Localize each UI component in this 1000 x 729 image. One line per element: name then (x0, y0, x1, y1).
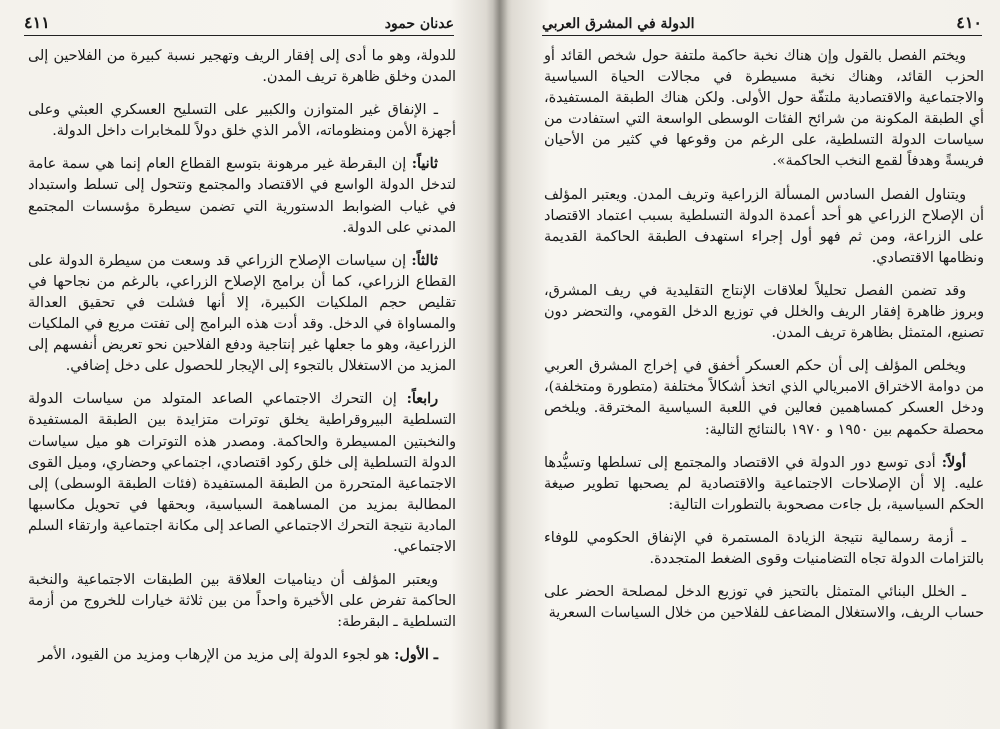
left-header-title: عدنان حمود (384, 16, 454, 32)
paragraph-lead: أولاً: (941, 454, 966, 471)
paragraph: ويعتبر المؤلف أن ديناميات العلاقة بين الطبقات الاجتماعية والنخبة الحاكمة تفرض على الأخيرة واحداً من بين ثلاثة خيارات للخروج من أزمة التسلطية ـ البقرطة: (28, 572, 456, 631)
left-page (0, 0, 490, 729)
left-page-number: ٤١١ (24, 13, 50, 32)
paragraph: ـ الأول: هو لجوء الدولة إلى مزيد من الإرهاب ومزيد من القيود، الأمر (38, 647, 438, 664)
paragraph: وقد تضمن الفصل تحليلاً لعلاقات الإنتاج التقليدية في ريف المشرق، وبروز ظاهرة إفقار الريف والخلل في توزيع الدخل القومي، والتحضر دون تصنيع، المتمثل بظاهرة تريف المدن. (544, 282, 984, 342)
right-page (510, 0, 1000, 729)
right-running-head (542, 10, 982, 36)
paragraph: ثانياً: إن البقرطة غير مرهونة بتوسع القطاع العام إنما هي سمة عامة لتدخل الدولة الواسع في الاقتصاد والمجتمع وتتحول إلى تسلط واستبداد في غياب الضوابط الدستورية التي تضمن سيطرة مؤسسات المجتمع المدني على الدولة. (28, 156, 456, 236)
right-page-number: ٤١٠ (956, 13, 982, 32)
left-page-body (28, 46, 456, 729)
paragraph: ـ الخلل البنائي المتمثل بالتحيز في توزيع الدخل لمصلحة الحضر على حساب الريف، والاستغلال المضاعف للفلاحين من خلال السياسات السعرية (544, 584, 984, 622)
paragraph: ويتناول الفصل السادس المسألة الزراعية وتريف المدن. ويعتبر المؤلف أن الإصلاح الزراعي هو أحد أعمدة الدولة التسلطية بسبب اعتماد الاقتصاد على الزراعة، ومن ثم فهو أول إجراء استهدف الطبقة الحاكمة القديمة ونظامها الاقتصادي. (544, 186, 984, 266)
paragraph-lead: ثالثاً: (411, 252, 438, 269)
paragraph: ـ الإنفاق غير المتوازن والكبير على التسليح العسكري العبثي وعلى أجهزة الأمن ومنظوماته، الأمر الذي خلق دولاً للمخابرات داخل الدولة. (28, 102, 456, 140)
paragraph: ثالثاً: إن سياسات الإصلاح الزراعي قد وسعت من سيطرة الدولة على القطاع الزراعي، كما أن برامج الإصلاح الزراعي، بالرغم من نجاحها في تقليص حجم الملكيات الكبيرة، إلا أنها فشلت في تحقيق العدالة والمساواة في الدخل. وقد أدت هذه البرامج إلى تفتت مريع في الملكيات الزراعية، وهو ما جعلها غير إنتاجية ودفع الفلاحين نحو تعريض أنفسهم إلى المزيد من الاستغلال بالتجوء إلى الإيجار للحصول على دخل إضافي. (28, 252, 456, 375)
paragraph: رابعاً: إن التحرك الاجتماعي الصاعد المتولد من سياسات الدولة التسلطية البيروقراطية يخلق توترات متزايدة بين الطبقة المستفيدة والنخبتين المسيطرة والحاكمة. ومصدر هذه التوترات هو ميل سياسات الدولة التسلطية إلى خلق ركود اقتصادي، اجتماعي وحضاري، وميل القوى الاجتماعية المتحررة من الطبقة المستفيدة (فئات الطبقة الوسطى) إلى المطالبة بمزيد من المساهمة السياسية، وبحقها في تحويل مكاسبها المادية نتيجة التحرك الاجتماعي الصاعد إلى مكانة اجتماعية وارتقاء السلم الاجتماعي. (28, 391, 456, 555)
paragraph-lead: ـ الأول: (394, 647, 438, 664)
right-page-body (544, 46, 984, 729)
paragraph: ويختم الفصل بالقول وإن هناك نخبة حاكمة ملتفة حول شخص القائد أو الحزب القائد، وهناك نخبة مسيطرة في مجالات الحياة السياسية والاجتماعية والاقتصادية ملتفّة حول الأولى. ولكن هناك الطبقة المستفيدة، أي الطبقة المكونة من شرائح الفئات الوسطى الواسعة التي استفادت من سياسات الدولة التسلطية، على الرغم من وقوعها في كثير من الأحيان فريسةً وهدفاً لقمع النخب الحاكمة». (544, 48, 984, 170)
left-running-head (24, 10, 454, 36)
paragraph: ويخلص المؤلف إلى أن حكم العسكر أخفق في إخراج المشرق العربي من دوامة الاختراق الامبريالي الذي اتخذ أشكالاً مختلفة (متطورة ومتخلفة)، ودخل العسكر كمساهمين فعالين في اللعبة السياسية المخترقة. ويلخص محصلة حكمهم بين ١٩٥٠ و ١٩٧٠ بالنتائج التالية: (544, 358, 984, 438)
paragraph: أولاً: أدى توسع دور الدولة في الاقتصاد والمجتمع إلى تسلطها وتسيُّدها عليه. إلا أن الإصلاحات الاجتماعية والاقتصادية لم يصحبها تطوير صيغة الحكم السياسية، بل جاءت مصحوبة بالتطورات التالية: (544, 454, 984, 513)
paragraph: ـ أزمة رسمالية نتيجة الزيادة المستمرة في الإنفاق الحكومي للوفاء بالتزامات الدولة تجاه التضامنيات وقوى الضغط المتجددة. (544, 529, 984, 567)
right-header-title: الدولة في المشرق العربي (542, 16, 695, 32)
paragraph-lead: رابعاً: (406, 391, 438, 408)
paragraph: للدولة، وهو ما أدى إلى إفقار الريف وتهجير نسبة كبيرة من الفلاحين إلى المدن وخلق ظاهرة تريف المدن. (28, 48, 456, 86)
paragraph-lead: ثانياً: (411, 156, 438, 173)
